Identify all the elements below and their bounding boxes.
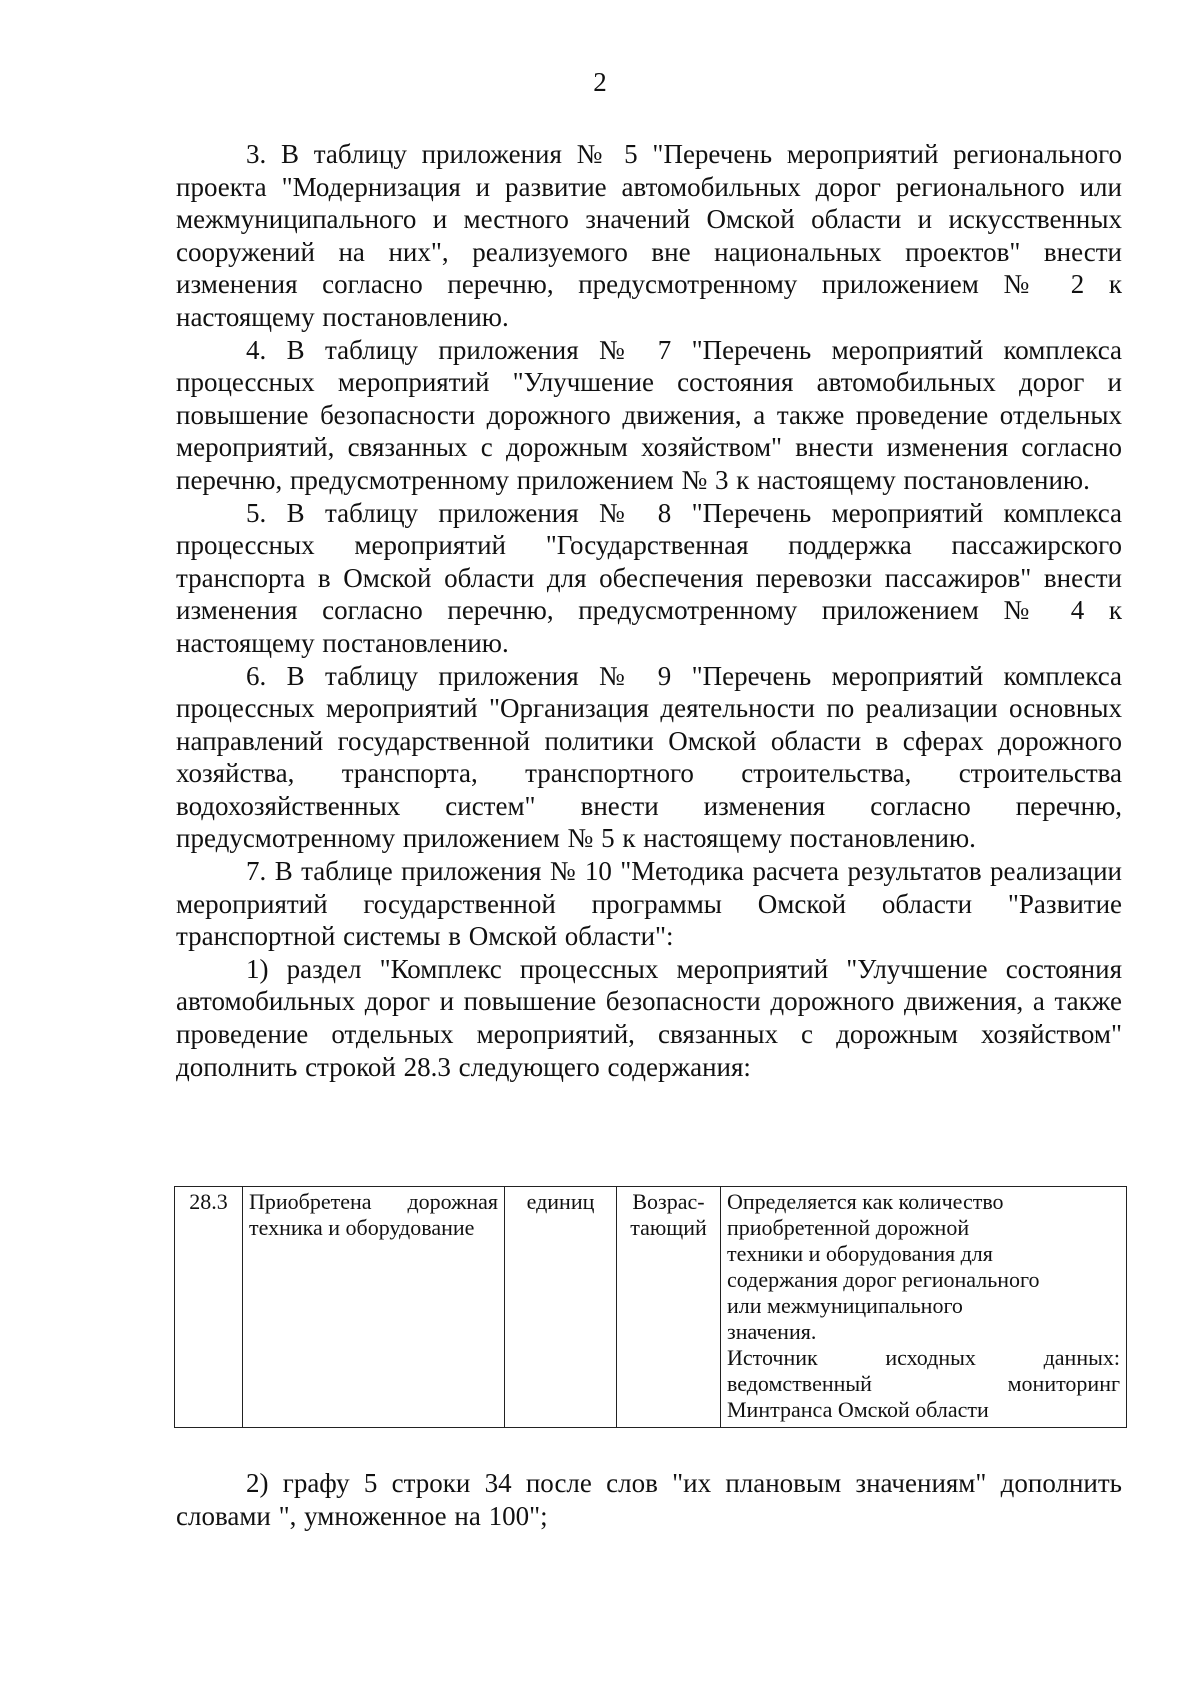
result-name-cell: Приобретена дорожная техника и оборудование [243, 1187, 505, 1428]
paragraph-item-4: 4. В таблицу приложения № 7 "Перечень мероприятий комплекса процессных мероприятий "Улучшение состояния автомобильных дорог и повышение безопасности дорожного движения, а также проведение отдельных мероприятий, связанных с дорожным хозяйством" внести изменения согласно перечню, предусмотренному приложением № 3 к настоящему постановлению. [176, 334, 1122, 495]
method-line: или межмуниципального [727, 1293, 963, 1318]
paragraph-item-5: 5. В таблицу приложения № 8 "Перечень мероприятий комплекса процессных мероприятий "Государственная поддержка пассажирского транспорта в Омской области для обеспечения перевозки пассажиров" внести изменения согласно перечню, предусмотренному приложением № 4 к настоящему постановлению. [176, 497, 1122, 658]
document-body [176, 138, 1122, 1083]
method-line: приобретенной дорожной [727, 1215, 970, 1240]
paragraph-subitem-1: 1) раздел "Комплекс процессных мероприятий "Улучшение состояния автомобильных дорог и повышение безопасности дорожного движения, а также проведение отдельных мероприятий, связанных с дорожным хозяйством" дополнить строкой 28.3 следующего содержания: [176, 953, 1122, 1082]
source-line: Минтранса Омской области [727, 1397, 989, 1422]
method-line: содержания дорог регионального [727, 1267, 1040, 1292]
paragraph-item-3: 3. В таблицу приложения № 5 "Перечень мероприятий регионального проекта "Модернизация и развитие автомобильных дорог регионального или межмуниципального и местного значений Омской области и искусственных сооружений на них", реализуемого вне национальных проектов" внести изменения согласно перечню, предусмотренному приложением № 2 к настоящему постановлению. [176, 139, 1122, 332]
page-number: 2 [593, 67, 607, 97]
row-number-cell: 28.3 [175, 1187, 243, 1428]
paragraph-subitem-2: 2) графу 5 строки 34 после слов "их плановым значениям" дополнить словами ", умноженное на 100"; [176, 1468, 1122, 1531]
method-line: техники и оборудования для [727, 1241, 993, 1266]
paragraph-item-6: 6. В таблицу приложения № 9 "Перечень мероприятий комплекса процессных мероприятий "Организация деятельности по реализации основных направлений государственной политики Омской области в сферах дорожного хозяйства, транспорта, транспортного строительства, строительства водохозяйственных систем" внести изменения согласно перечню, предусмотренному приложением № 5 к настоящему постановлению. [176, 660, 1122, 854]
method-line: Определяется как количество [727, 1189, 1004, 1214]
direction-line: Возрас- [632, 1189, 705, 1214]
unit-cell: единиц [505, 1187, 617, 1428]
paragraph-item-7: 7. В таблице приложения № 10 "Методика расчета результатов реализации мероприятий государственной программы Омской области "Развитие транспортной системы в Омской области": [176, 856, 1122, 952]
direction-line: тающий [630, 1215, 707, 1240]
source-line: ведомственный мониторинг [727, 1371, 1120, 1396]
amendment-table [174, 1186, 1127, 1428]
method-line: значения. [727, 1319, 817, 1344]
direction-cell [617, 1187, 721, 1428]
source-line: Источник исходных данных: [727, 1345, 1120, 1370]
method-cell [721, 1187, 1127, 1428]
document-tail [176, 1467, 1122, 1532]
table-row [175, 1187, 1127, 1428]
